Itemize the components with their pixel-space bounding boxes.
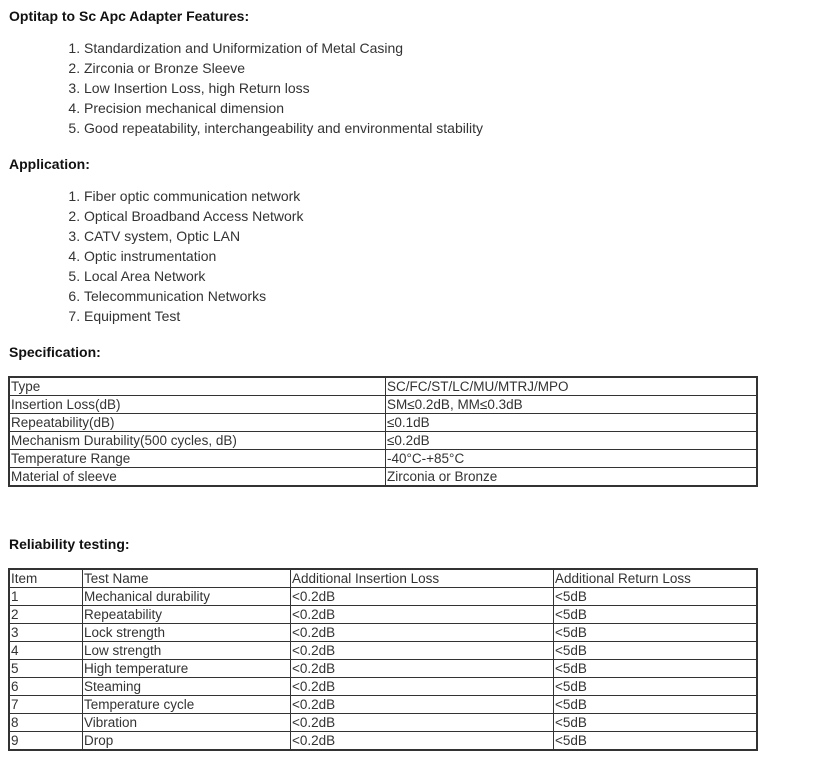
list-number: 5. [68, 268, 84, 284]
table-cell: 8 [9, 714, 83, 732]
column-header: Test Name [83, 569, 291, 588]
table-cell: High temperature [83, 660, 291, 678]
list-item-text: Optic instrumentation [84, 248, 217, 264]
table-cell: 5 [9, 660, 83, 678]
reliability-table [8, 568, 758, 751]
reliability-heading: Reliability testing: [9, 536, 130, 552]
table-row [9, 714, 757, 732]
table-cell: <0.2dB [291, 696, 554, 714]
list-item [0, 266, 303, 286]
table-cell: Temperature cycle [83, 696, 291, 714]
table-cell: Low strength [83, 642, 291, 660]
list-item-text: Low Insertion Loss, high Return loss [84, 80, 310, 96]
table-cell: Repeatability [83, 606, 291, 624]
specification-heading: Specification: [9, 344, 101, 360]
list-item-text: Local Area Network [84, 268, 206, 284]
list-item-text: Precision mechanical dimension [84, 100, 284, 116]
table-cell: 4 [9, 642, 83, 660]
list-item [0, 78, 483, 98]
table-cell: <0.2dB [291, 678, 554, 696]
list-item-text: Equipment Test [84, 308, 181, 324]
table-cell: 2 [9, 606, 83, 624]
column-header: Item [9, 569, 83, 588]
table-cell: <0.2dB [291, 624, 554, 642]
list-item [0, 118, 483, 138]
table-cell: <5dB [554, 732, 758, 751]
table-row [9, 588, 757, 606]
table-cell: <5dB [554, 606, 758, 624]
list-item [0, 98, 483, 118]
table-cell: <0.2dB [291, 660, 554, 678]
table-row [9, 396, 757, 414]
table-cell: <5dB [554, 642, 758, 660]
list-number: 2. [68, 208, 84, 224]
table-cell: 7 [9, 696, 83, 714]
spec-label: Insertion Loss(dB) [9, 396, 386, 414]
table-row [9, 450, 757, 468]
table-cell: <5dB [554, 660, 758, 678]
table-cell: <0.2dB [291, 642, 554, 660]
table-row [9, 377, 757, 396]
table-row [9, 642, 757, 660]
list-item [0, 306, 303, 326]
spec-value: SM≤0.2dB, MM≤0.3dB [386, 396, 758, 414]
list-number: 5. [68, 120, 84, 136]
table-row [9, 732, 757, 751]
spec-value: ≤0.1dB [386, 414, 758, 432]
table-cell: Drop [83, 732, 291, 751]
table-cell: <0.2dB [291, 714, 554, 732]
list-item [0, 226, 303, 246]
spec-value: SC/FC/ST/LC/MU/MTRJ/MPO [386, 377, 758, 396]
table-row [9, 696, 757, 714]
table-cell: 1 [9, 588, 83, 606]
list-item-text: Optical Broadband Access Network [84, 208, 304, 224]
spec-value: ≤0.2dB [386, 432, 758, 450]
list-number: 7. [68, 308, 84, 324]
table-cell: <5dB [554, 624, 758, 642]
features-list [0, 38, 483, 138]
list-number: 3. [68, 80, 84, 96]
features-heading: Optitap to Sc Apc Adapter Features: [9, 8, 250, 24]
table-cell: Vibration [83, 714, 291, 732]
list-number: 3. [68, 228, 84, 244]
list-number: 6. [68, 288, 84, 304]
table-row [9, 660, 757, 678]
spec-label: Material of sleeve [9, 468, 386, 487]
table-cell: Mechanical durability [83, 588, 291, 606]
spec-label: Temperature Range [9, 450, 386, 468]
list-item [0, 206, 303, 226]
table-cell: <5dB [554, 678, 758, 696]
list-item-text: Good repeatability, interchangeability and environmental stability [84, 120, 483, 136]
table-row [9, 606, 757, 624]
list-item [0, 246, 303, 266]
spec-label: Mechanism Durability(500 cycles, dB) [9, 432, 386, 450]
list-item-text: Telecommunication Networks [84, 288, 267, 304]
table-cell: 3 [9, 624, 83, 642]
list-item-text: Zirconia or Bronze Sleeve [84, 60, 246, 76]
list-number: 2. [68, 60, 84, 76]
specification-table [8, 376, 758, 487]
table-cell: 6 [9, 678, 83, 696]
application-list [0, 186, 303, 326]
list-item-text: Standardization and Uniformization of Metal Casing [84, 40, 404, 56]
column-header: Additional Insertion Loss [291, 569, 554, 588]
application-heading: Application: [9, 156, 90, 172]
list-number: 1. [68, 40, 84, 56]
list-item [0, 286, 303, 306]
list-number: 4. [68, 248, 84, 264]
list-item-text: Fiber optic communication network [84, 188, 301, 204]
table-cell: <5dB [554, 696, 758, 714]
table-row [9, 678, 757, 696]
list-item [0, 38, 483, 58]
table-header-row [9, 569, 757, 588]
table-cell: Steaming [83, 678, 291, 696]
table-row [9, 624, 757, 642]
table-cell: <0.2dB [291, 588, 554, 606]
spec-value: -40°C-+85°C [386, 450, 758, 468]
table-row [9, 468, 757, 487]
table-cell: 9 [9, 732, 83, 751]
spec-value: Zirconia or Bronze [386, 468, 758, 487]
spec-label: Repeatability(dB) [9, 414, 386, 432]
column-header: Additional Return Loss [554, 569, 758, 588]
list-number: 1. [68, 188, 84, 204]
table-cell: Lock strength [83, 624, 291, 642]
table-cell: <0.2dB [291, 732, 554, 751]
list-number: 4. [68, 100, 84, 116]
list-item-text: CATV system, Optic LAN [84, 228, 241, 244]
spec-label: Type [9, 377, 386, 396]
table-cell: <5dB [554, 714, 758, 732]
table-cell: <0.2dB [291, 606, 554, 624]
list-item [0, 58, 483, 78]
table-row [9, 414, 757, 432]
list-item [0, 186, 303, 206]
table-cell: <5dB [554, 588, 758, 606]
table-row [9, 432, 757, 450]
